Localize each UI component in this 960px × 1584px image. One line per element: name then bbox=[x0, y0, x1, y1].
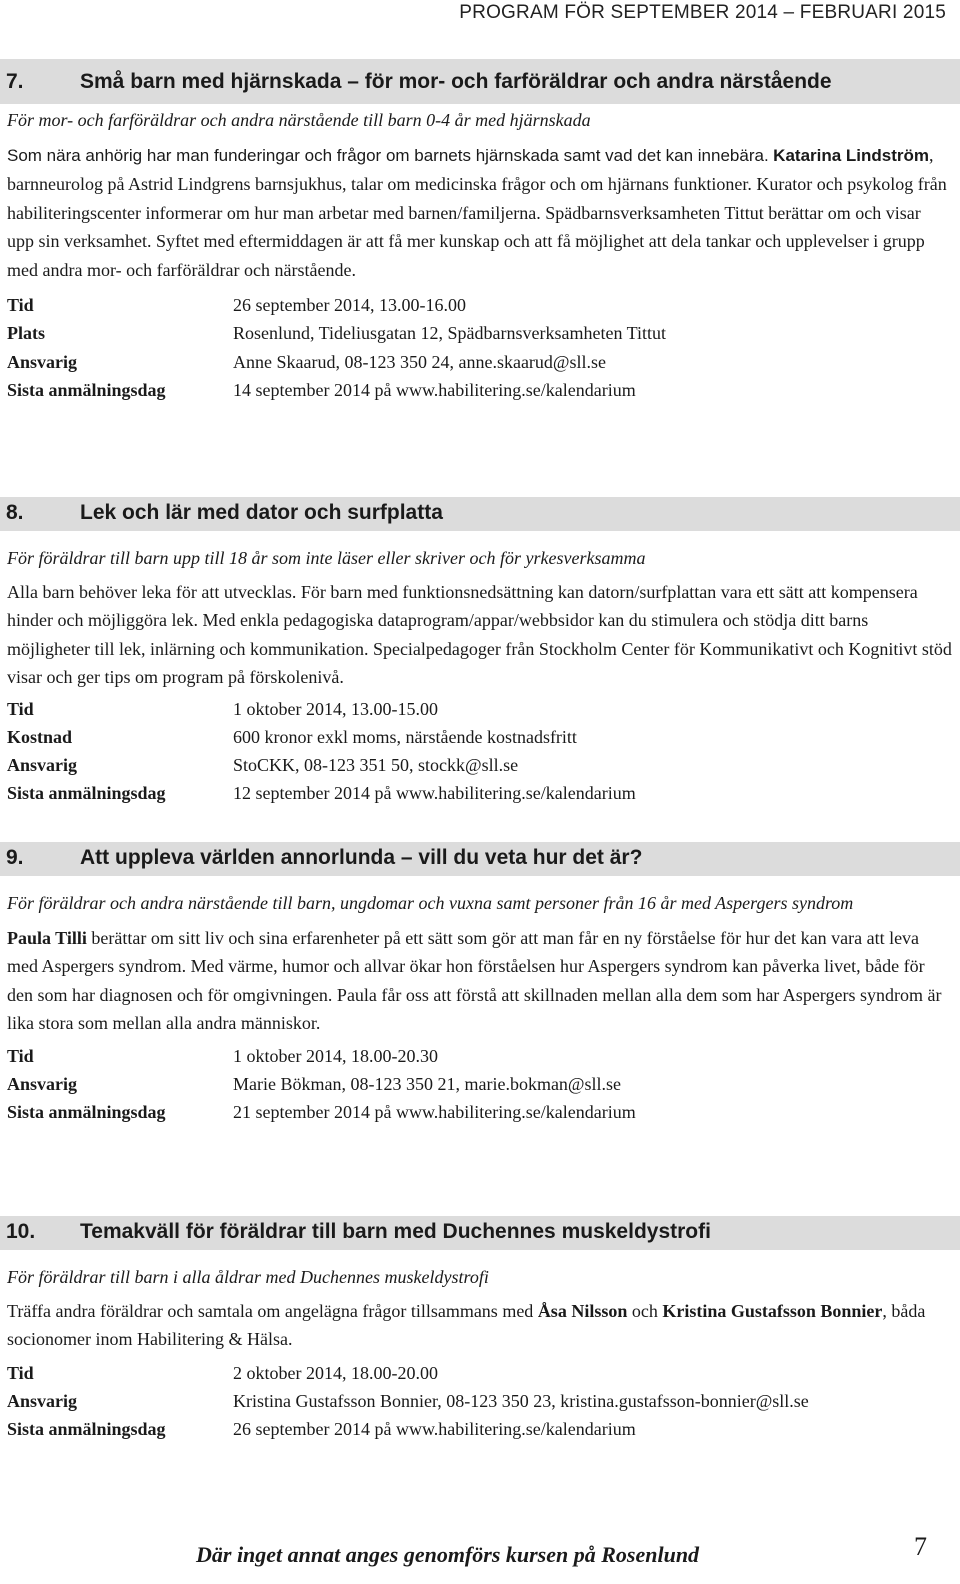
info-row bbox=[7, 319, 960, 347]
section-body: Alla barn behöver leka för att utvecklas. För barn med funktionsnedsättning kan datorn/surfplattan vara ett sätt att kompensera hinder och möjliggöra lek. Med enkla pedagogiska dataprogram/appar/webbsidor kan du stimulera och stödja ditt barns möjligheter till lek, inlärning och kommunikation. Specialpedagoger från Stockholm Center för Kommunikativt och Kognitivt stöd visar och ger tips om program på förskolenivå. bbox=[7, 581, 952, 687]
info-value: Anne Skaarud, 08-123 350 24, anne.skaarud@sll.se bbox=[233, 351, 606, 372]
info-row bbox=[7, 376, 960, 404]
info-value: 1 oktober 2014, 18.00-20.30 bbox=[233, 1045, 438, 1066]
info-label: Tid bbox=[7, 1362, 34, 1383]
info-value: 26 september 2014, 13.00-16.00 bbox=[233, 295, 466, 315]
info-table bbox=[0, 1042, 960, 1127]
info-row bbox=[7, 348, 960, 376]
info-label: Ansvarig bbox=[7, 1390, 78, 1411]
body-text: , barnneurolog på Astrid Lindgrens barnsjukhus, talar om medicinska frågor och om hjärnans funktioner. Kurator och psykolog från habiliteringscenter informerar om hur man arbetar med barnen/familjerna. Spädbarnsverksamheten Tittut berättar om och visar upp sin verksamhet. Syftet med eftermiddagen är att få mer kunskap och att få möjlighet att dela tankar och upplevelser i grupp med andra mor- och farföräldrar och närstående. bbox=[7, 144, 947, 280]
info-label: Sista anmälningsdag bbox=[7, 1102, 166, 1123]
section-number: 9. bbox=[6, 846, 24, 869]
speaker-name: Paula Tilli bbox=[7, 927, 87, 948]
footer-note: Där inget annat anges genomförs kursen på Rosenlund bbox=[196, 1542, 700, 1567]
info-label: Kostnad bbox=[7, 726, 73, 747]
info-label: Ansvarig bbox=[7, 755, 78, 776]
info-table bbox=[0, 1359, 960, 1444]
section-number: 10. bbox=[6, 1220, 36, 1243]
info-value: 14 september 2014 på www.habilitering.se/kalendarium bbox=[233, 379, 636, 400]
speaker-name: Katarina Lindström bbox=[773, 145, 930, 165]
info-label: Sista anmälningsdag bbox=[7, 1419, 166, 1440]
section-8-heading bbox=[0, 497, 960, 531]
body-text: , båda socionomer inom Habilitering & Hälsa. bbox=[7, 1300, 926, 1349]
info-label: Ansvarig bbox=[7, 351, 78, 372]
info-row bbox=[7, 1098, 960, 1126]
body-text: Träffa andra föräldrar och samtala om angelägna frågor tillsammans med bbox=[7, 1300, 538, 1321]
section-body bbox=[7, 924, 952, 1038]
section-9 bbox=[0, 842, 960, 1126]
page-number: 7 bbox=[914, 1532, 927, 1561]
audience-text: För mor- och farföräldrar och andra närstående till barn 0-4 år med hjärnskada bbox=[7, 110, 591, 130]
section-8 bbox=[0, 497, 960, 808]
info-label: Tid bbox=[7, 698, 34, 719]
info-row bbox=[7, 1359, 960, 1387]
info-value: 12 september 2014 på www.habilitering.se/kalendarium bbox=[233, 783, 636, 804]
info-row bbox=[7, 751, 960, 779]
info-label: Plats bbox=[7, 323, 45, 344]
section-title: Små barn med hjärnskada – för mor- och farföräldrar och andra närstående bbox=[80, 70, 832, 93]
section-10 bbox=[0, 1216, 960, 1443]
section-body bbox=[7, 141, 952, 285]
info-value: 600 kronor exkl moms, närstående kostnadsfritt bbox=[233, 726, 577, 747]
info-label: Ansvarig bbox=[7, 1073, 78, 1094]
section-title: Lek och lär med dator och surfplatta bbox=[80, 501, 443, 524]
body-text: och bbox=[627, 1300, 663, 1321]
section-title: Temakväll för föräldrar till barn med Duchennes muskeldystrofi bbox=[80, 1220, 711, 1243]
info-table bbox=[0, 291, 960, 404]
intro-text: Som nära anhörig har man funderingar och frågor om barnets hjärnskada samt vad det kan innebära. bbox=[7, 145, 769, 165]
section-number: 8. bbox=[6, 501, 24, 524]
speaker-name: Kristina Gustafsson Bonnier bbox=[662, 1300, 883, 1321]
info-value: 26 september 2014 på www.habilitering.se/kalendarium bbox=[233, 1419, 636, 1440]
page-header: PROGRAM FÖR SEPTEMBER 2014 – FEBRUARI 2015 bbox=[459, 2, 946, 23]
info-value: Kristina Gustafsson Bonnier, 08-123 350 23, kristina.gustafsson-bonnier@sll.se bbox=[233, 1390, 809, 1411]
section-7 bbox=[0, 59, 960, 404]
info-value: Marie Bökman, 08-123 350 21, marie.bokman@sll.se bbox=[233, 1073, 622, 1094]
audience-text: För föräldrar till barn upp till 18 år som inte läser eller skriver och för yrkesverksamma bbox=[7, 548, 646, 568]
body-text: berättar om sitt liv och sina erfarenheter på ett sätt som gör att man får en ny förståelse för hur det kan vara att leva med Aspergers syndrom. Med värme, humor och allvar ökar hon förståelsen hur Aspergers syndrom kan påverka livet, både för den som har diagnosen och för omgivningen. Paula får oss att förstå att skillnaden mellan alla dem som har Aspergers syndrom är lika stora som mellan alla andra människor. bbox=[7, 927, 942, 1033]
info-row bbox=[7, 291, 960, 319]
info-label: Tid bbox=[7, 1045, 34, 1066]
section-7-heading bbox=[0, 59, 960, 104]
info-row bbox=[7, 695, 960, 723]
info-row bbox=[7, 1070, 960, 1098]
section-title: Att uppleva världen annorlunda – vill du veta hur det är? bbox=[80, 846, 643, 869]
audience-text: För föräldrar till barn i alla åldrar med Duchennes muskeldystrofi bbox=[7, 1267, 489, 1287]
info-table bbox=[0, 695, 960, 808]
info-label: Sista anmälningsdag bbox=[7, 783, 166, 804]
info-label: Tid bbox=[7, 295, 34, 315]
info-row bbox=[7, 1415, 960, 1443]
info-value: 1 oktober 2014, 13.00-15.00 bbox=[233, 698, 438, 719]
info-row bbox=[7, 1042, 960, 1070]
section-10-heading bbox=[0, 1216, 960, 1250]
info-row bbox=[7, 779, 960, 807]
info-value: StoCKK, 08-123 351 50, stockk@sll.se bbox=[233, 755, 519, 776]
info-value: 21 september 2014 på www.habilitering.se/kalendarium bbox=[233, 1102, 636, 1123]
speaker-name: Åsa Nilsson bbox=[537, 1300, 628, 1321]
section-body bbox=[7, 1297, 952, 1354]
section-9-heading bbox=[0, 842, 960, 876]
section-number: 7. bbox=[6, 70, 24, 93]
info-value: Rosenlund, Tideliusgatan 12, Spädbarnsverksamheten Tittut bbox=[233, 323, 667, 344]
info-label: Sista anmälningsdag bbox=[7, 379, 166, 400]
info-row bbox=[7, 723, 960, 751]
info-row bbox=[7, 1387, 960, 1415]
audience-text: För föräldrar och andra närstående till barn, ungdomar och vuxna samt personer från 16 år med Aspergers syndrom bbox=[7, 893, 854, 913]
info-value: 2 oktober 2014, 18.00-20.00 bbox=[233, 1362, 438, 1383]
